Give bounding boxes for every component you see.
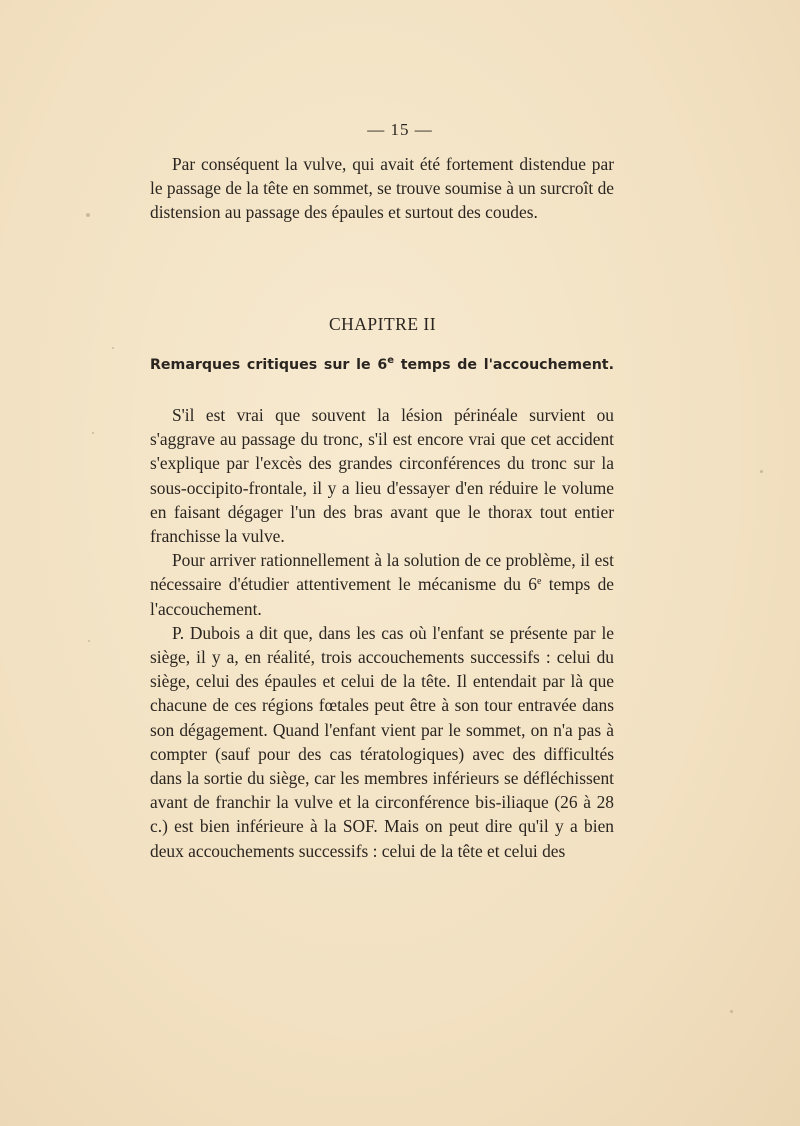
body-paragraph-2 (150, 548, 614, 621)
paper-speck (88, 640, 90, 642)
paper-speck (92, 432, 94, 434)
chapter-body (150, 403, 614, 863)
body-paragraph-2-superscript: e (536, 576, 542, 588)
body-paragraph-2-after: temps de l'accouchement. (150, 574, 614, 619)
body-paragraph-2-before: Pour arriver rationnellement à la solution de ce problème, il est nécessaire d'étudier attentivement le mécanisme du 6 (150, 550, 614, 595)
paper-speck (86, 213, 90, 217)
paper-speck (730, 1010, 733, 1013)
chapter-subtitle-text-after: temps de l'accouchement. (394, 357, 614, 373)
chapter-subtitle-text-before: Remarques critiques sur le 6 (150, 357, 388, 373)
page-number: — 15 — (367, 120, 433, 139)
body-paragraph-3: P. Dubois a dit que, dans les cas où l'enfant se présente par le siège, il y a, en réalité, trois accouchements successifs : celui du siège, celui des épaules et celui de la tête. Il entendait par là que chacune de ces régions fœtales peut être à son tour entravée dans son dégagement. Quand l'enfant vient par le sommet, on n'a pas à compter (sauf pour des cas tératologiques) avec des difficultés dans la sortie du siège, car les membres inférieurs se défléchissent avant de franchir la vulve et la circonférence bis-iliaque (26 à 28 c.) est bien inférieure à la SOF. Mais on peut dire qu'il y a bien deux accouchements successifs : celui de la tête et celui des (150, 622, 614, 861)
chapter-subtitle (150, 357, 614, 373)
paper-speck (112, 347, 114, 349)
paper-speck (760, 470, 763, 473)
body-paragraph-1: S'il est vrai que souvent la lésion périnéale survient ou s'aggrave au passage du tronc, s'il est encore vrai que cet accident s'explique par l'excès des grandes circonférences du tronc sur la sous-occipito-frontale, il y a lieu d'essayer d'en réduire le volume en faisant dégager l'un des bras avant que le thorax tout entier franchisse la vulve. (150, 405, 614, 547)
chapter-subtitle-superscript: e (387, 355, 395, 366)
intro-paragraph: Par conséquent la vulve, qui avait été fortement distendue par le passage de la tête en sommet, se trouve soumise à un surcroît de distension au passage des épaules et surtout des coudes. (150, 154, 614, 223)
chapter-title: CHAPITRE II (328, 314, 437, 334)
intro-section (150, 152, 614, 225)
